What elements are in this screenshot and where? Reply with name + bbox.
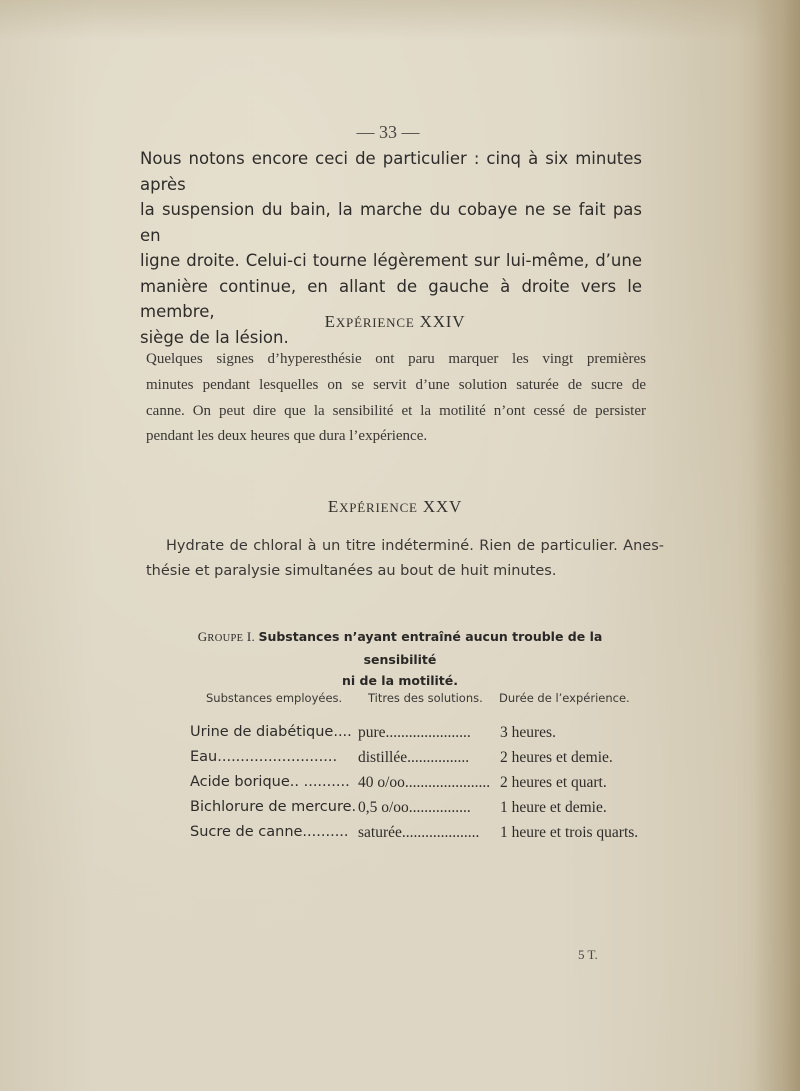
table-cell-duree: 3 heures. [500,724,556,741]
paragraph-line: pendant les deux heures que dura l’expérience. [146,428,428,445]
table-cell-duree: 1 heure et demie. [500,799,607,816]
paragraph-line: canne. On peut dire que la sensibilité et la motilité n’ont cessé de persister [146,402,646,419]
paragraph-line: minutes pendant lesquelles on se servit d’une solution saturée de sucre de [146,376,646,393]
page-number: — 33 — [356,122,420,142]
experience-24-paragraph [146,347,646,450]
paragraph-line: Hydrate de chloral à un titre indéterminé. Rien de particulier. Anes- [166,538,664,554]
paragraph-line: la suspension du bain, la marche du cobaye ne se fait pas en [140,200,642,245]
table-cell-titre: pure...................... [358,724,471,741]
table-cell-duree: 1 heure et trois quarts. [500,824,639,841]
table-cell-duree: 2 heures et quart. [500,774,607,791]
table-row [0,824,800,848]
paragraph-line: manière continue, en allant de gauche à droite vers le membre, [140,276,642,321]
table-cell-titre: 40 o/oo...................... [358,774,491,791]
table-cell-substance: Acide borique.. .......... [190,774,350,790]
paragraph-line: thésie et paralysie simultanées au bout de huit minutes. [146,563,557,579]
paragraph-line: siège de la lésion. [140,327,289,347]
page-edge-shadow [754,0,800,1091]
table-cell-substance: Sucre de canne.......... [190,824,349,840]
table-cell-titre: saturée.................... [358,824,480,841]
page-top-shadow [0,0,800,40]
groupe-title [170,626,630,691]
paragraph-line: Nous notons encore ceci de particulier : cinq à six minutes après [140,149,642,194]
experience-24-heading: EXPÉRIENCE XXIV [324,312,466,331]
table-row [0,749,800,773]
groupe-title-line-1: GROUPE I. Substances n’ayant entraîné aucun trouble de la sensibilité [197,629,603,667]
table-cell-substance: Eau.......................... [190,749,338,765]
column-header-titres: Titres des solutions. [368,691,483,705]
column-header-duree: Durée de l’expérience. [499,691,630,705]
groupe-title-line-2: ni de la motilité. [341,673,459,688]
paragraph-line: ligne droite. Celui-ci tourne légèrement sur lui-même, d’une [140,251,642,270]
experience-25-paragraph [146,534,664,584]
paragraph-line: Quelques signes d’hyperesthésie ont paru marquer les vingt premières [146,351,646,367]
footer-mark: 5 T. [578,947,598,962]
table-cell-titre: 0,5 o/oo................ [358,799,471,816]
table-row [0,724,800,748]
experience-25-heading: EXPÉRIENCE XXV [327,497,463,516]
table-cell-duree: 2 heures et demie. [500,749,613,766]
table-cell-substance: Urine de diabétique.... [190,724,352,740]
table-cell-substance: Bichlorure de mercure. [190,799,357,815]
column-header-substances: Substances employées. [206,691,343,705]
table-row [0,799,800,823]
table-row [0,774,800,798]
table-cell-titre: distillée................ [358,749,470,766]
